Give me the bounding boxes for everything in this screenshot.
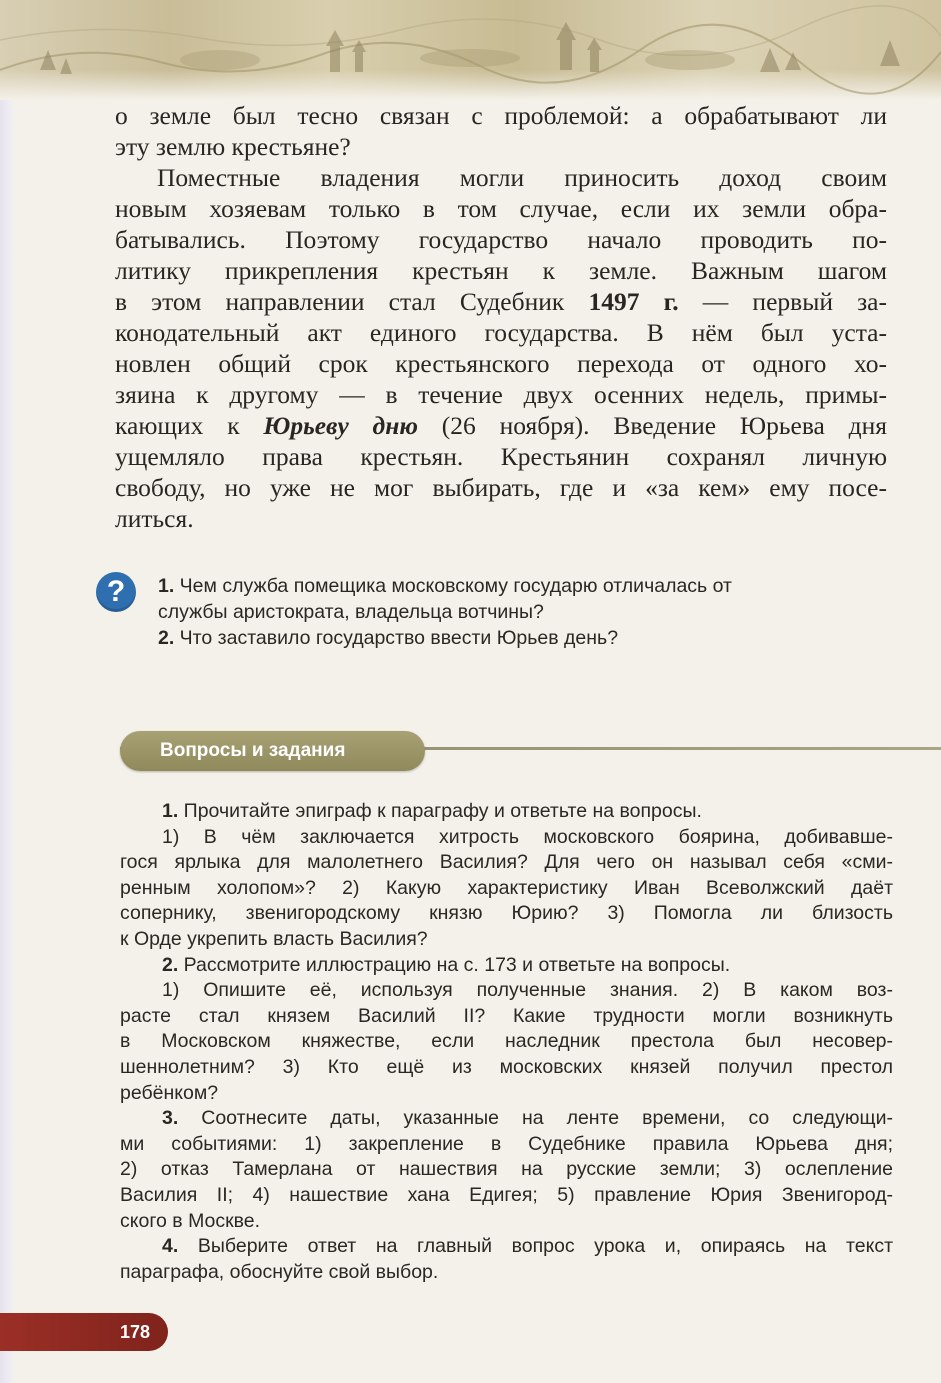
task-heading <box>120 953 893 979</box>
task-item <box>120 799 893 953</box>
text-line: 2) отказ Тамерлана от нашествия на русские земли; 3) ослепление <box>120 1158 893 1181</box>
text-line <box>115 286 887 317</box>
text-line: расте стал князем Василий II? Какие трудности могли возникнуть <box>120 1004 893 1027</box>
task-heading <box>120 1234 893 1260</box>
text-line: 1) Опишите её, используя полученные знания. 2) В каком воз- <box>162 979 893 1002</box>
text-line: 1) В чём заключается хитрость московского боярина, добивавше- <box>162 825 893 848</box>
question-mark-icon: ? <box>96 572 136 612</box>
task-text: Выберите ответ на главный вопрос урока и, опираясь на текст <box>178 1235 893 1258</box>
task-item <box>120 1234 893 1285</box>
text-line: Поместные владения могли приносить доход своим <box>157 163 887 192</box>
text-line: к Орде укрепить власть Василия? <box>120 927 428 950</box>
text-fragment: в этом направлении стал Судебник <box>115 287 589 316</box>
date-highlight: 1497 г. <box>588 287 679 316</box>
section-title: Вопросы и задания <box>160 740 346 761</box>
question-item <box>158 573 893 625</box>
review-questions <box>158 573 893 651</box>
text-line: ми событиями: 1) закрепление в Судебнике правила Юрьева дня; <box>120 1132 893 1155</box>
text-line: в Московском княжестве, если наследник престола был несовер- <box>120 1030 893 1053</box>
question-number: 2. <box>158 627 175 649</box>
header-map-illustration <box>0 0 941 100</box>
text-line: о земле был тесно связан с проблемой: а обрабатывают ли <box>115 101 887 130</box>
text-line: эту землю крестьяне? <box>115 132 351 161</box>
text-fragment: кающих к <box>115 411 264 440</box>
question-number: 1. <box>158 575 175 597</box>
main-paragraph-text <box>115 100 887 534</box>
text-line: конодательный акт единого государства. В нём был уста- <box>115 318 887 347</box>
task-number: 1. <box>162 800 179 822</box>
task-heading <box>120 1106 893 1132</box>
text-line: ренным холопом»? 2) Какую характеристику Иван Всеволжский даёт <box>120 876 893 899</box>
task-text: Соотнесите даты, указанные на ленте времени, со следующи- <box>178 1107 893 1130</box>
task-number: 3. <box>162 1107 179 1130</box>
page-number: 178 <box>119 1322 151 1342</box>
text-fragment: (26 ноября). Введение Юрьева дня <box>417 411 887 440</box>
text-line: зяина к другому — в течение двух осенних недель, примы- <box>115 380 887 409</box>
paragraph-serfdom <box>115 162 887 534</box>
text-line: параграфа, обоснуйте свой выбор. <box>120 1260 439 1283</box>
text-line: литься. <box>115 504 194 533</box>
task-item <box>120 1106 893 1234</box>
question-text: службы аристократа, владельца вотчины? <box>158 601 544 623</box>
text-line: гося ярлыка для малолетнего Василия? Для чего он называл себя «сми- <box>120 851 893 874</box>
task-text: Прочитайте эпиграф к параграфу и ответьте на вопросы. <box>178 800 702 822</box>
text-line: литику прикрепления крестьян к земле. Важным шагом <box>115 256 887 285</box>
text-fragment: — первый за- <box>678 287 887 316</box>
question-text: Что заставило государство ввести Юрьев день? <box>174 627 619 649</box>
decorative-map-art <box>0 0 941 100</box>
page-edge <box>0 0 16 1383</box>
text-line: ребёнком? <box>120 1081 219 1104</box>
text-line: Василия II; 4) нашествие хана Едигея; 5) правление Юрия Звенигород- <box>120 1183 893 1206</box>
task-heading <box>120 799 893 825</box>
text-line: ущемляло права крестьян. Крестьянин сохранял личную <box>115 442 887 471</box>
section-header-badge <box>120 731 425 771</box>
text-line: шеннолетним? 3) Кто ещё из московских князей получил престол <box>120 1055 893 1078</box>
text-line: батывались. Поэтому государство начало проводить по- <box>115 225 887 254</box>
text-line: ского в Москве. <box>120 1209 261 1232</box>
question-item <box>158 625 893 651</box>
text-line: новым хозяевам только в том случае, если их земли обра- <box>115 194 887 223</box>
question-text: Чем служба помещика московскому государю отличалась от <box>174 575 732 597</box>
term-highlight: Юрьеву дню <box>263 411 418 440</box>
text-line <box>115 410 887 441</box>
text-line: свободу, но уже не мог выбирать, где и «за кем» ему посе- <box>115 473 887 502</box>
task-item <box>120 953 893 1107</box>
text-line: новлен общий срок крестьянского перехода от одного хо- <box>115 349 887 378</box>
task-number: 2. <box>162 953 179 976</box>
text-line: сопернику, звенигородскому князю Юрию? 3) Помогла ли близость <box>120 902 893 925</box>
tasks-list <box>120 799 893 1285</box>
task-number: 4. <box>162 1235 179 1258</box>
task-text: Рассмотрите иллюстрацию на с. 173 и ответьте на вопросы. <box>178 953 731 976</box>
